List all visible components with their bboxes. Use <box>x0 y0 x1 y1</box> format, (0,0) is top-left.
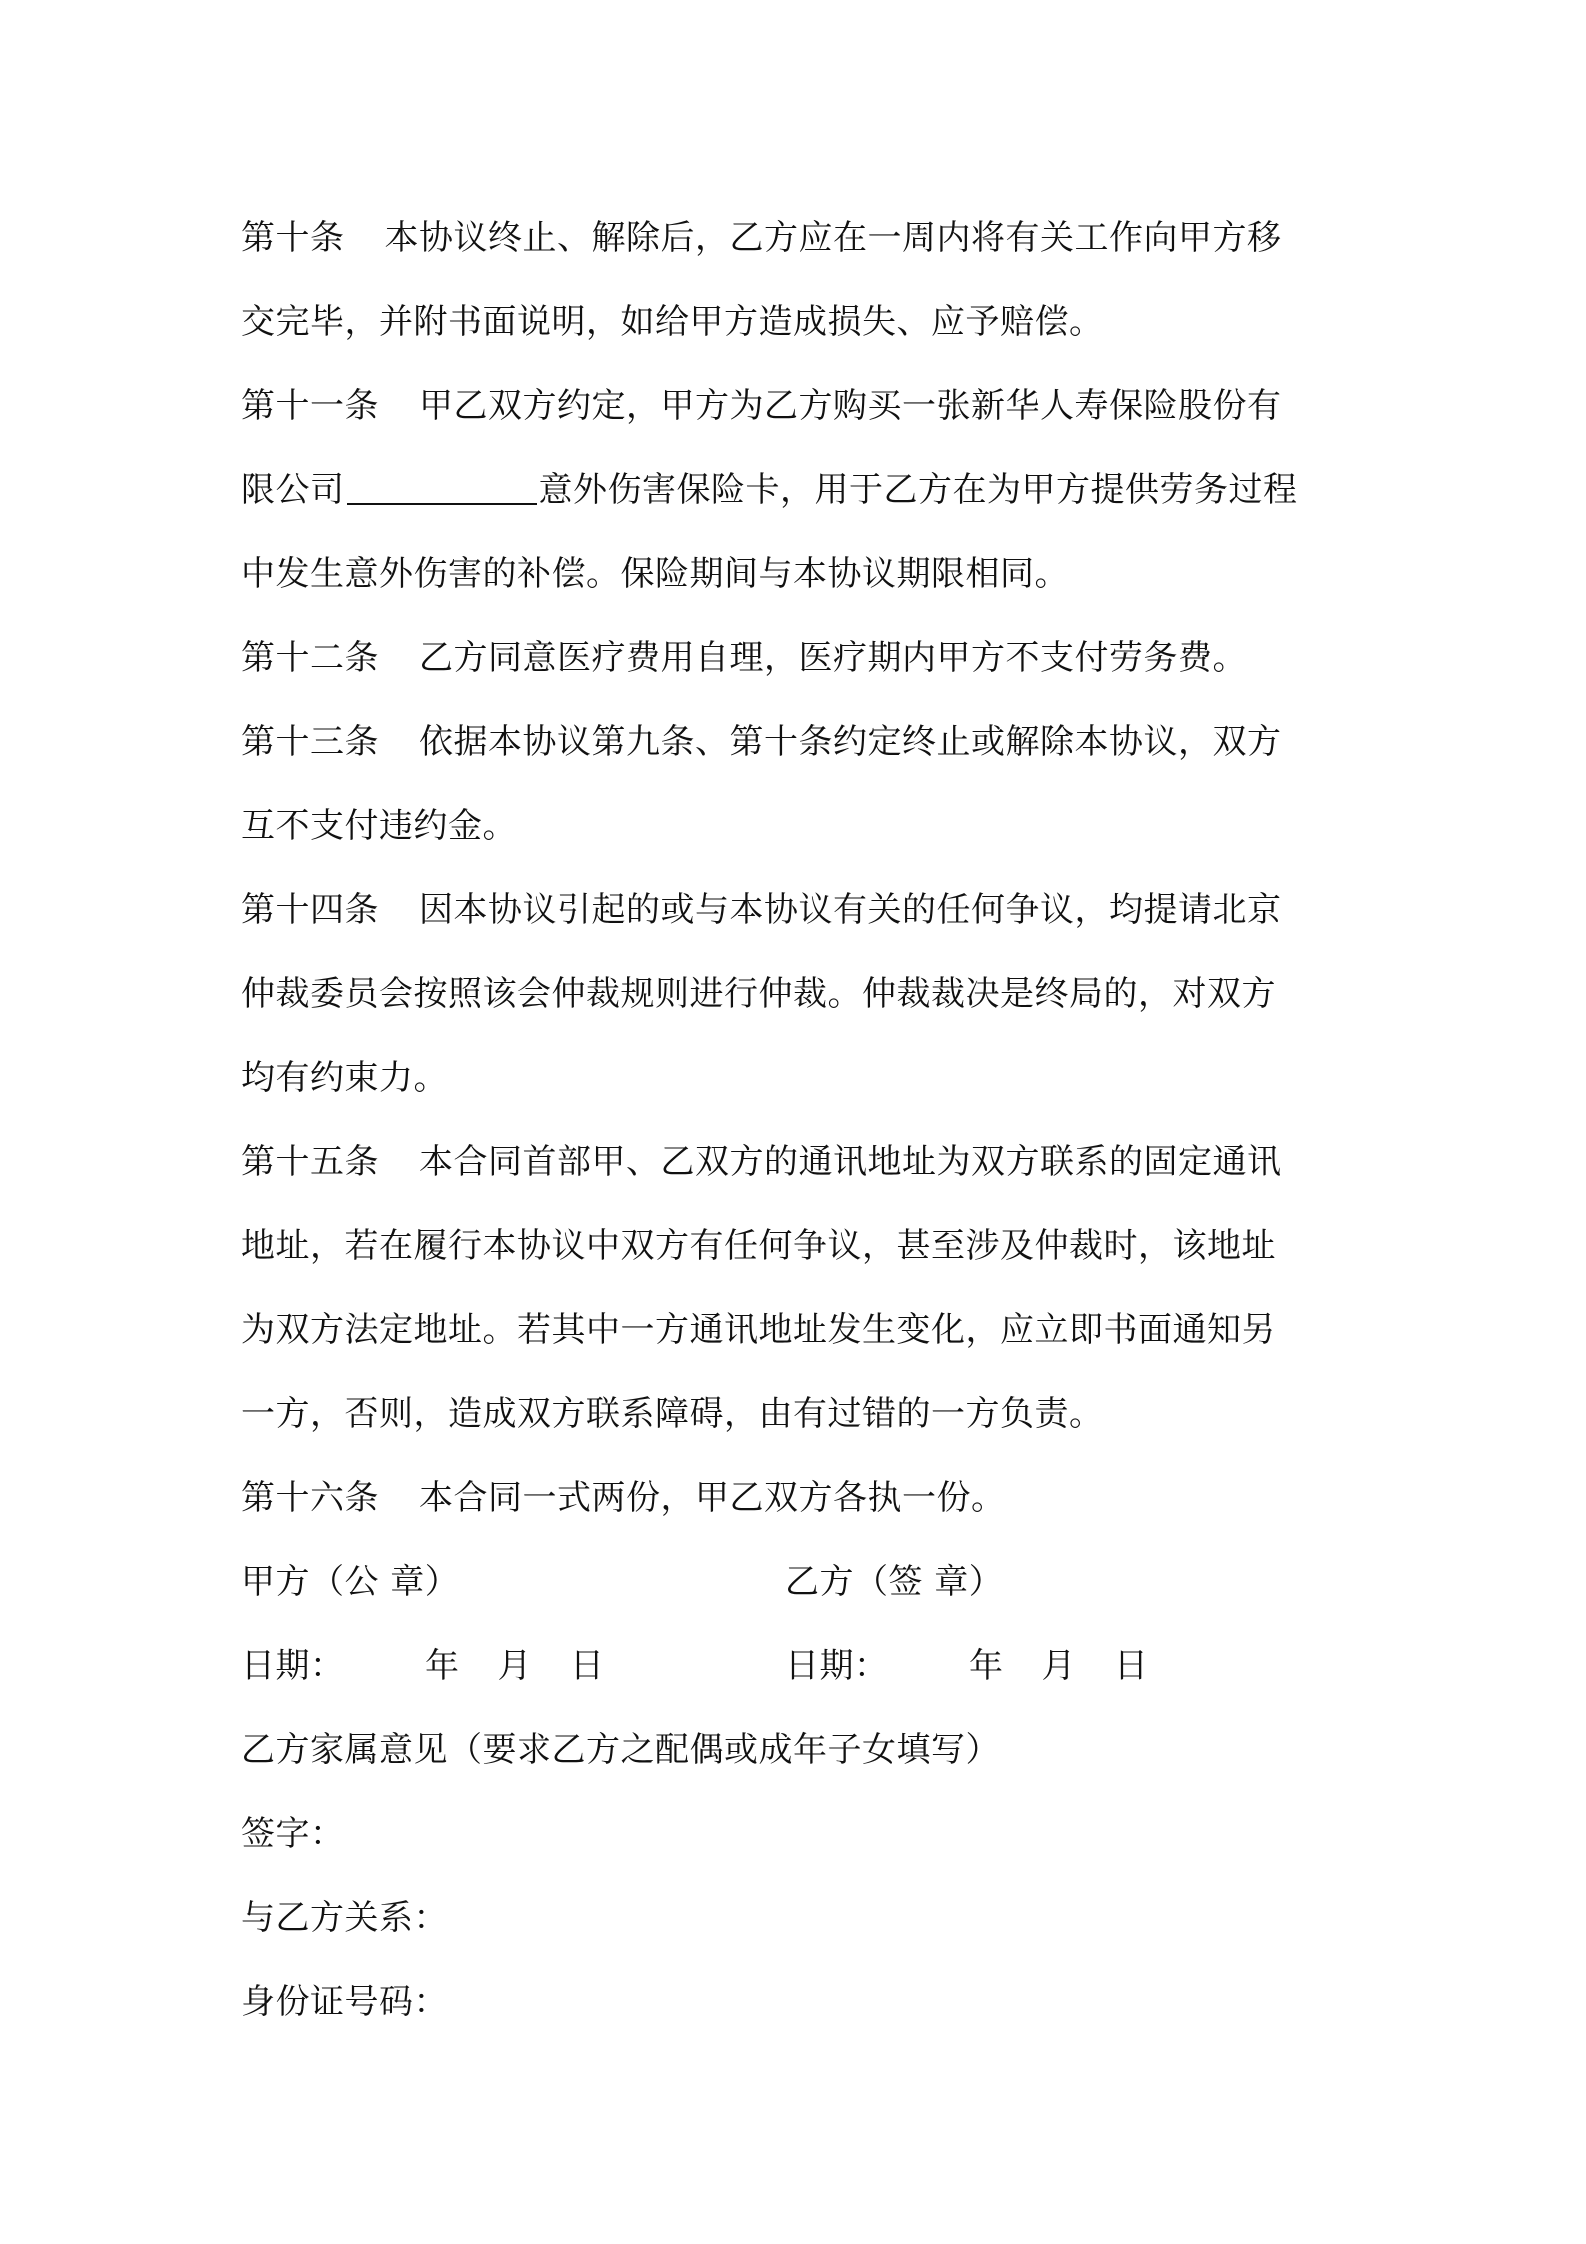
article-number: 第十四条 <box>241 890 379 930</box>
article-text: 本协议终止、解除后，乙方应在一周内将有关工作向甲方移 <box>384 218 1282 258</box>
article-text: 交完毕，并附书面说明，如给甲方造成损失、应予赔偿。 <box>241 302 1104 342</box>
contract-text <box>241 196 1361 2044</box>
article-11-line-2 <box>241 448 1361 532</box>
article-number: 第十三条 <box>241 722 379 762</box>
article-text: 限公司 <box>241 470 345 510</box>
party-b-date <box>785 1624 1187 1708</box>
article-text: 本合同一式两份，甲乙双方各执一份。 <box>419 1478 1006 1518</box>
article-text: 因本协议引起的或与本协议有关的任何争议，均提请北京 <box>419 890 1282 930</box>
date-label: 日期： <box>241 1646 345 1686</box>
article-text: 意外伤害保险卡，用于乙方在为甲方提供劳务过程 <box>538 470 1298 510</box>
article-text: 均有约束力。 <box>241 1058 448 1098</box>
article-13-line-1 <box>241 700 1361 784</box>
article-text: 一方，否则，造成双方联系障碍，由有过错的一方负责。 <box>241 1394 1104 1434</box>
article-text: 甲乙双方约定，甲方为乙方购买一张新华人寿保险股份有 <box>419 386 1282 426</box>
date-label: 日期： <box>785 1646 889 1686</box>
family-relation-label: 与乙方关系： <box>241 1898 448 1938</box>
article-11-line-1 <box>241 364 1361 448</box>
article-text: 依据本协议第九条、第十条约定终止或解除本协议，双方 <box>419 722 1282 762</box>
year-label: 年 <box>969 1646 1004 1686</box>
month-label: 月 <box>497 1646 532 1686</box>
family-sign-label: 签字： <box>241 1814 345 1854</box>
article-14-line-1 <box>241 868 1361 952</box>
article-15-line-2 <box>241 1204 1361 1288</box>
day-label: 日 <box>1114 1646 1149 1686</box>
party-b-sign-label: 乙方（签 章） <box>785 1562 1004 1602</box>
article-text: 互不支付违约金。 <box>241 806 517 846</box>
article-text: 地址，若在履行本协议中双方有任何争议，甚至涉及仲裁时，该地址 <box>241 1226 1276 1266</box>
article-number: 第十一条 <box>241 386 379 426</box>
article-10-line-1 <box>241 196 1361 280</box>
article-12-line-1 <box>241 616 1361 700</box>
year-label: 年 <box>425 1646 460 1686</box>
article-15-line-1 <box>241 1120 1361 1204</box>
article-14-line-3 <box>241 1036 1361 1120</box>
article-text: 仲裁委员会按照该会仲裁规则进行仲裁。仲裁裁决是终局的，对双方 <box>241 974 1276 1014</box>
date-fields <box>425 1624 643 1708</box>
insurance-number-blank[interactable] <box>347 469 537 505</box>
signature-parties-row <box>241 1540 1361 1624</box>
article-10-line-2 <box>241 280 1361 364</box>
signature-date-row <box>241 1624 1361 1708</box>
article-16-line-1 <box>241 1456 1361 1540</box>
month-label: 月 <box>1041 1646 1076 1686</box>
article-14-line-2 <box>241 952 1361 1036</box>
article-text: 本合同首部甲、乙双方的通讯地址为双方联系的固定通讯 <box>419 1142 1282 1182</box>
party-a-date <box>241 1624 785 1708</box>
article-15-line-4 <box>241 1372 1361 1456</box>
article-text: 中发生意外伤害的补偿。保险期间与本协议期限相同。 <box>241 554 1069 594</box>
day-label: 日 <box>570 1646 605 1686</box>
family-opinion-title: 乙方家属意见（要求乙方之配偶或成年子女填写） <box>241 1730 1000 1770</box>
date-fields <box>969 1624 1187 1708</box>
article-number: 第十六条 <box>241 1478 379 1518</box>
article-number: 第十二条 <box>241 638 379 678</box>
article-15-line-3 <box>241 1288 1361 1372</box>
article-number: 第十条 <box>241 218 345 258</box>
party-a-seal-label: 甲方（公 章） <box>241 1562 460 1602</box>
family-id-label: 身份证号码： <box>241 1982 448 2022</box>
article-text: 为双方法定地址。若其中一方通讯地址发生变化，应立即书面通知另 <box>241 1310 1276 1350</box>
article-11-line-3 <box>241 532 1361 616</box>
article-13-line-2 <box>241 784 1361 868</box>
article-number: 第十五条 <box>241 1142 379 1182</box>
article-text: 乙方同意医疗费用自理，医疗期内甲方不支付劳务费。 <box>419 638 1247 678</box>
